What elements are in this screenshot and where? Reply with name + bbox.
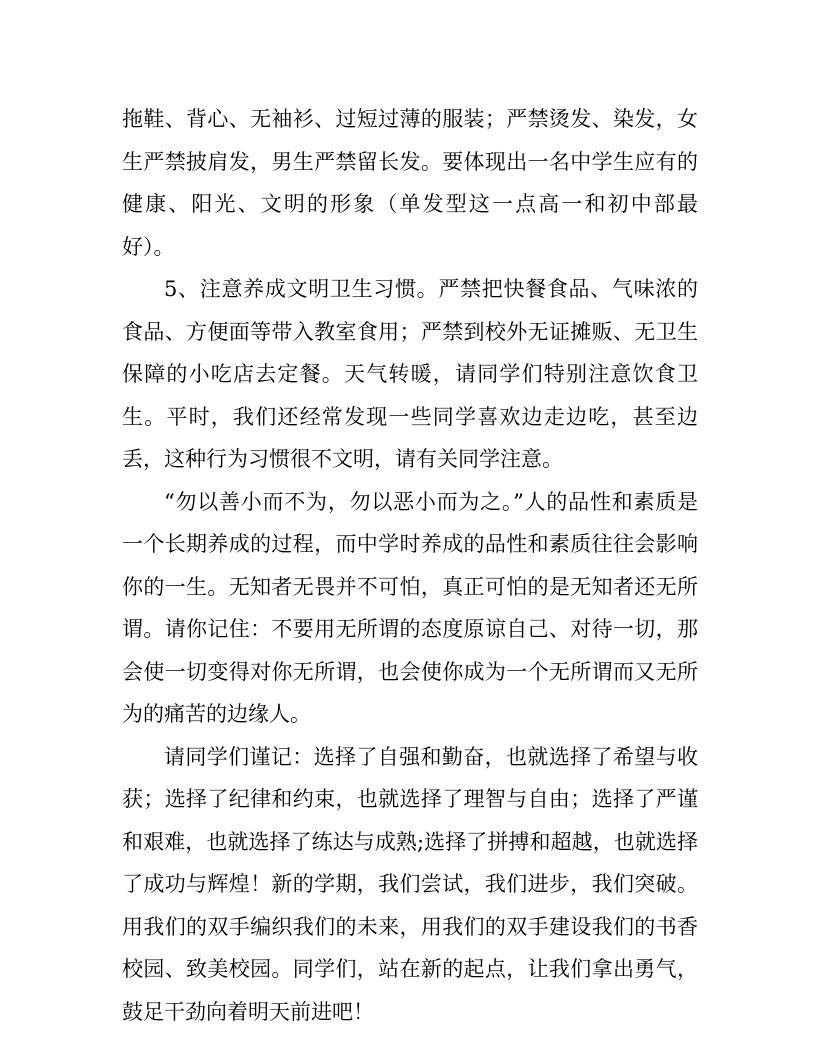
- paragraph-hygiene-habits: 5、注意养成文明卫生习惯。严禁把快餐食品、气味浓的食品、方便面等带入教室食用；严禁到校外无证摊贩、无卫生保障的小吃店去定餐。天气转暖，请同学们特别注意饮食卫生。平时，我们还经常发现一些同学喜欢边走边吃，甚至边丢，这种行为习惯很不文明，请有关同学注意。: [122, 277, 698, 471]
- paragraph-dress-code: 拖鞋、背心、无袖衫、过短过薄的服装；严禁烫发、染发，女生严禁披肩发，男生严禁留长发。要体现出一名中学生应有的健康、阳光、文明的形象（单发型这一点高一和初中部最好）。: [122, 107, 698, 259]
- document-body: [122, 98, 698, 1033]
- paragraph-character-quote: “勿以善小而不为，勿以恶小而为之。”人的品性和素质是一个长期养成的过程，而中学时养成的品性和素质往往会影响你的一生。无知者无畏并不可怕，真正可怕的是无知者还无所谓。请你记住：不要用无所谓的态度原谅自己、对待一切，那会使一切变得对你无所谓，也会使你成为一个无所谓而又无所为的痛苦的边缘人。: [122, 489, 698, 726]
- paragraph-closing-call: 请同学们谨记：选择了自强和勤奋，也就选择了希望与收获；选择了纪律和约束，也就选择了理智与自由；选择了严谨和艰难，也就选择了练达与成熟;选择了拼搏和超越，也就选择了成功与辉煌！新的学期，我们尝试，我们进步，我们突破。用我们的双手编织我们的未来，用我们的双手建设我们的书香校园、致美校园。同学们，站在新的起点，让我们拿出勇气，鼓足干劲向着明天前进吧！: [122, 744, 698, 1024]
